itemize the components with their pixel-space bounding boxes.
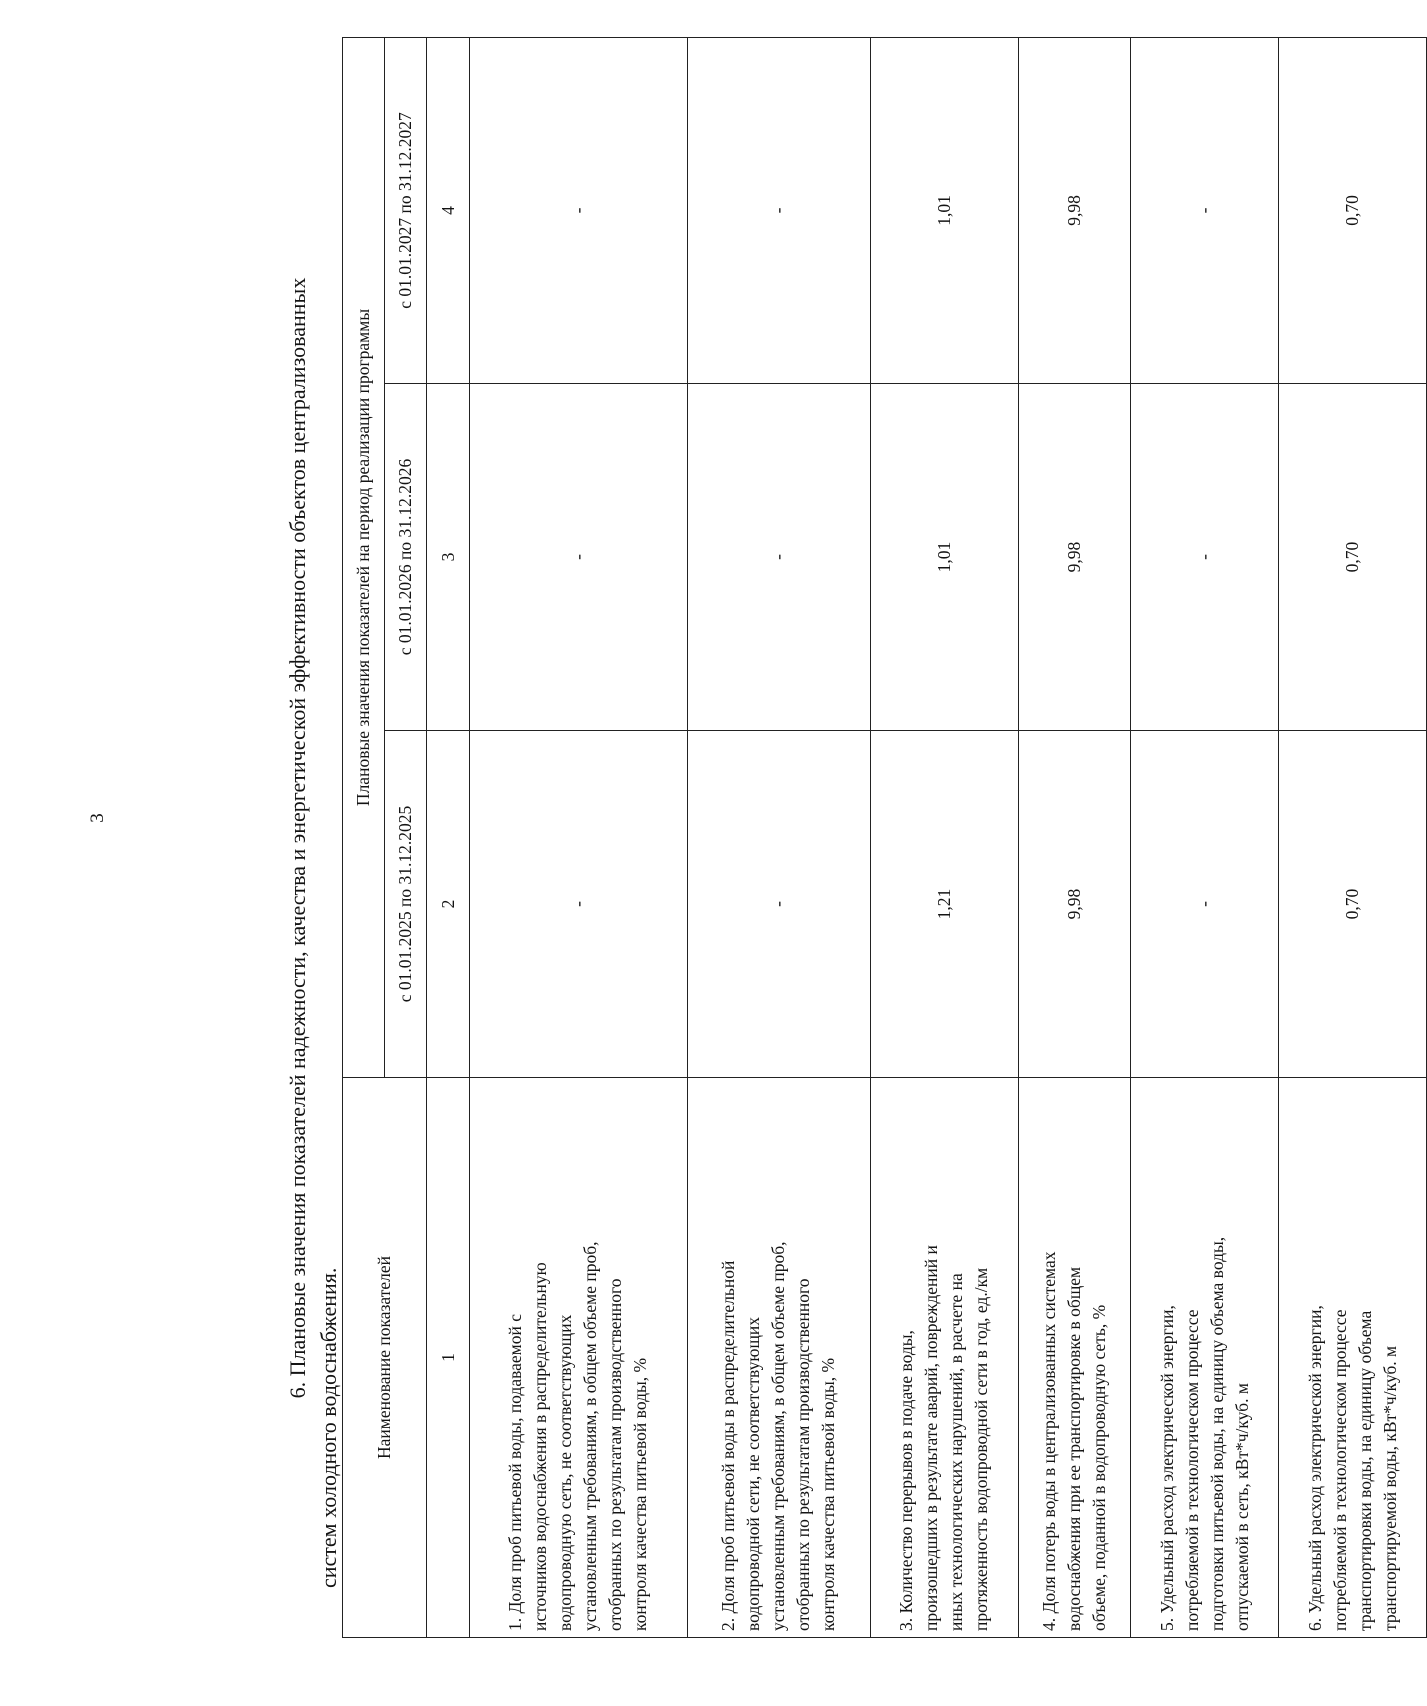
indicator-value: 0,70 [1279, 37, 1427, 383]
period-header-2026: с 01.01.2026 по 31.12.2026 [385, 384, 427, 731]
indicator-value: - [687, 731, 870, 1078]
indicator-name [687, 1078, 870, 1638]
indicator-value: - [1131, 384, 1279, 731]
column-number: 4 [427, 37, 469, 383]
indicator-name-line: транспортировки воды, на единицу объема [1354, 1310, 1375, 1631]
table-row [1018, 37, 1131, 1637]
indicator-value: 9,98 [1018, 37, 1131, 383]
table-header-row [343, 37, 385, 1637]
column-number: 1 [427, 1078, 469, 1638]
indicator-value: 0,70 [1279, 384, 1427, 731]
indicator-name [1018, 1078, 1131, 1638]
indicator-name-line: контроля качества питьевой воды, % [630, 1357, 651, 1631]
indicator-name-line: 3. Количество перерывов в подаче воды, [896, 1330, 917, 1631]
indicator-name-line: 4. Доля потерь воды в централизованных системах [1038, 1251, 1059, 1631]
indicator-value: 0,70 [1279, 731, 1427, 1078]
indicator-name-line: 5. Удельный расход электрической энергии, [1156, 1305, 1177, 1631]
indicator-name-line: источников водоснабжения в распределительную [530, 1262, 551, 1631]
indicator-name-line: произошедших в результате аварий, повреждений и [921, 1245, 942, 1631]
indicator-name-line: отпускаемой в сеть, кВт*ч/куб. м [1231, 1383, 1252, 1631]
table-row [870, 37, 1018, 1637]
indicator-name [870, 1078, 1018, 1638]
period-header-2025: с 01.01.2025 по 31.12.2025 [385, 731, 427, 1078]
indicator-value: 9,98 [1018, 384, 1131, 731]
indicator-name-line: контроля качества питьевой воды, % [818, 1357, 839, 1631]
indicator-name-line: установленным требованиям, в общем объеме проб, [768, 1241, 789, 1631]
indicator-name-line: отобранных по результатам производственного [605, 1278, 626, 1631]
indicator-name-line: транспортируемой воды, кВт*ч/куб. м [1379, 1345, 1400, 1631]
indicator-value: 1,01 [870, 37, 1018, 383]
indicator-name-line: подготовки питьевой воды, на единицу объема воды, [1206, 1236, 1227, 1631]
table-row [469, 37, 687, 1637]
indicator-name-line: 1. Доля проб питьевой воды, подаваемой с [505, 1314, 526, 1631]
indicator-name [1279, 1078, 1427, 1638]
column-number-row [427, 37, 469, 1637]
indicator-name-line: 6. Удельный расход электрической энергии, [1304, 1305, 1325, 1631]
indicators-table [342, 37, 1427, 1638]
table-row [1279, 37, 1427, 1637]
indicator-value: 9,98 [1018, 731, 1131, 1078]
table-row [1131, 37, 1279, 1637]
name-column-header: Наименование показателей [343, 1078, 427, 1638]
indicator-value: 1,01 [870, 384, 1018, 731]
indicator-value: - [687, 384, 870, 731]
indicator-name [469, 1078, 687, 1638]
indicator-name-line: водопроводную сеть, не соответствующих [555, 1314, 576, 1631]
indicator-value: - [1131, 731, 1279, 1078]
period-header-2027: с 01.01.2027 по 31.12.2027 [385, 37, 427, 383]
plan-values-header: Плановые значения показателей на период реализации программы [343, 37, 385, 1077]
indicator-name-line: протяженность водопроводной сети в год, ед./км [971, 1267, 992, 1631]
indicator-name-line: водоснабжения при ее транспортировке в общем [1063, 1266, 1084, 1631]
indicator-name-line: установленным требованиям, в общем объеме проб, [580, 1241, 601, 1631]
indicator-name-line: отобранных по результатам производственного [793, 1278, 814, 1631]
indicator-value: - [469, 384, 687, 731]
section-heading [282, 38, 344, 1638]
indicator-name-line: 2. Доля проб питьевой воды в распределительной [718, 1260, 739, 1631]
indicator-value: - [687, 37, 870, 383]
indicator-name-line: объеме, поданной в водопроводную сеть, % [1088, 1304, 1109, 1631]
indicator-name-line: потребляемой в технологическом процессе [1329, 1309, 1350, 1631]
indicator-name-line: потребляемой в технологическом процессе [1181, 1309, 1202, 1631]
heading-line-2: систем холодного водоснабжения. [316, 1267, 341, 1588]
indicator-value: - [1131, 37, 1279, 383]
column-number: 2 [427, 731, 469, 1078]
indicator-name-line: водопроводной сети, не соответствующих [743, 1316, 764, 1631]
heading-line-1: 6. Плановые значения показателей надежности, качества и энергетической эффективности объектов централизованных [285, 277, 310, 1399]
indicator-value: 1,21 [870, 731, 1018, 1078]
indicator-value: - [469, 731, 687, 1078]
table-row [687, 37, 870, 1637]
indicator-name-line: иных технологических нарушений, в расчете на [946, 1273, 967, 1631]
page-number: 3 [87, 813, 108, 823]
rotated-document [152, 38, 1400, 1638]
column-number: 3 [427, 384, 469, 731]
indicator-value: - [469, 37, 687, 383]
indicator-name [1131, 1078, 1279, 1638]
